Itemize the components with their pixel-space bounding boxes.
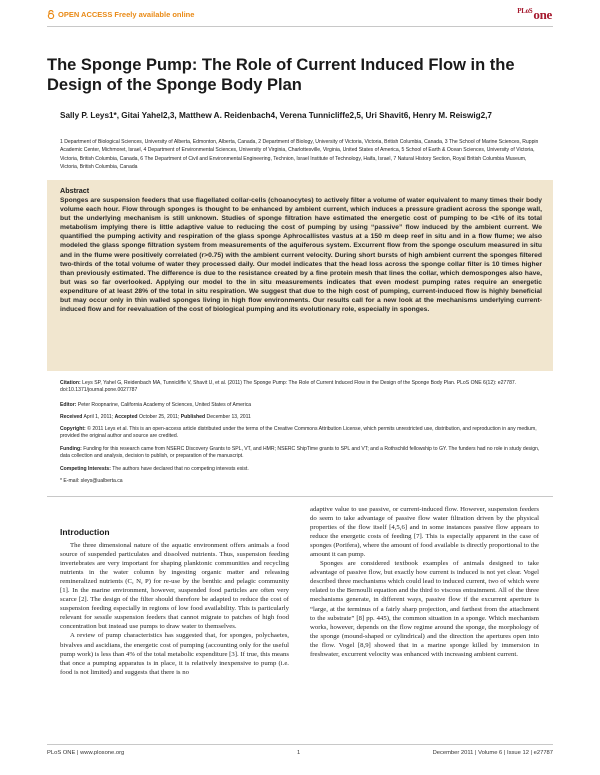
page-number: 1 (297, 750, 301, 756)
footer-rule (47, 744, 553, 745)
header-rule (47, 26, 553, 27)
intro-left-column (60, 541, 289, 677)
editor-line: Editor: Peter Roopnarine, California Academy of Sciences, United States of America (60, 402, 252, 408)
open-access-banner (47, 10, 194, 19)
author-email[interactable]: * E-mail: sleys@ualberta.ca (60, 478, 123, 484)
dates-line: Received April 1, 2011; Accepted October 25, 2011; Published December 13, 2011 (60, 414, 251, 420)
intro-right-column (310, 505, 539, 659)
open-access-text: OPEN ACCESS Freely available online (58, 10, 195, 19)
citation-line: Citation: Leys SP, Yahel G, Reidenbach MA, Tunnicliffe V, Shavit U, et al. (2011) The Sponge Pump: The Role of Current Induced Flow in the Design of the Sponge Body Plan. PLoS ONE 6(12): e27787. doi:10.1371/journal.pone.0027787 (60, 380, 517, 394)
section-heading-introduction: Introduction (60, 527, 110, 537)
logo-main: one (533, 7, 552, 22)
intro-paragraph-1: The three dimensional nature of the aquatic environment offers animals a food source of suspended particulates and dissolved nutrients. Thus, suspension feeding invertebrates are very important for shaping planktonic communities and recycling nutrients in the water column by ingesting organic matter and releasing remineralized nutrients (C, N, P) for re-use by the benthic and pelagic community [1]. In the marine environment, however, suspended food particles are often very scarce [2]. The design of the filter should therefore be adapted to reduce the cost of suspension feeding especially in regions of low food availability. This is particularly relevant for sessile suspension feeders that cannot migrate to patches of high food concentration but instead use pumps to draw water to themselves. (60, 542, 289, 631)
funding-line: Funding: Funding for this research came from NSERC Discovery Grants to SPL, VT, and HMR; NSERC ShipTime grants to SPL and VT; and a Rothschild fellowship to GY. The funders had no role in study design, data collection and analysis, decision to publish, or preparation of the manuscript. (60, 446, 540, 460)
competing-interests-line: Competing Interests: The authors have declared that no competing interests exist. (60, 466, 249, 472)
footer-journal: PLoS ONE | www.plosone.org (47, 750, 125, 756)
affiliations: 1 Department of Biological Sciences, University of Alberta, Edmonton, Alberta, Canada, 2 Department of Biology, University of Victoria, Victoria, British Columbia, Canada, 3 The School of Marine Sciences, Ruppin Academic Center, Michmoret, Israel, 4 Department of Environmental Sciences, University of Virginia, Charlottesville, Virginia, United States of America, 5 School of Earth & Ocean Sciences, University of Victoria, Victoria, British Columbia, Canada, 6 The Department of Civil and Environmental Engineering, Technion, Israel Institute of Technology, Haifa, Israel, 7 Natural History Section, Royal British Columbia Museum, Victoria, British Columbia, Canada (60, 139, 539, 171)
abstract-text: Sponges are suspension feeders that use flagellated collar-cells (choanocytes) to actively filter a volume of water equivalent to many times their body volume each hour. Flow through sponges is thought to be enhanced by ambient current, which induces a pressure gradient across the sponge wall, but the underlying mechanism is still unknown. Studies of sponge filtration have estimated the energetic cost of pumping to be <1% of its total metabolism implying there is little adaptive value to reducing the cost of pumping by using “passive” flow induced by the ambient current. We quantified the pumping activity and respiration of the glass sponge Aphrocallistes vastus at a 150 m deep reef in situ and in a flow flume; we also modeled the glass sponge filtration system from measurements of the aquiferous system. Excurrent flow from the sponge osculum measured in situ and in the flume were positively correlated (r>0.75) with the ambient current velocity. During short bursts of high ambient current the sponges filtered two-thirds of the total volume of water they processed daily. Our model indicates that the head loss across the sponge collar filter is 10 times higher than previously estimated. The difference is due to the resistance created by a fine protein mesh that lines the collar, which demosponges also have, but was so far overlooked. Applying our model to the in situ measurements indicates that even modest pumping rates require an energetic expenditure of at least 28% of the total in situ respiration. We suggest that due to the high cost of pumping, current-induced flow is highly beneficial but may occur only in thin walled sponges living in high flow environments. Our results call for a new look at the mechanisms underlying current-induced flow and for reevaluation of the cost of biological pumping and its evolutionary role, especially in sponges. (60, 197, 542, 314)
copyright-line: Copyright: © 2011 Leys et al. This is an open-access article distributed under the terms of the Creative Commons Attribution License, which permits unrestricted use, distribution, and reproduction in any medium, provided the original author and source are credited. (60, 426, 537, 440)
journal-logo (517, 7, 552, 23)
intro-paragraph-3: adaptive value to use passive, or current-induced flow. However, suspension feeders do seem to take advantage of passive flow water filtration driven by the physical properties of the flow itself [4,5,6] and in some instances passive flow appears to reduce the energetic costs of feeding [7]. This is especially apparent in the case of sponges (Porifera), where the amount of food available is directly proportional to the amount it can pump. (310, 506, 539, 559)
meta-divider (47, 496, 553, 497)
logo-prefix: PLoS (517, 7, 533, 15)
article-title: The Sponge Pump: The Role of Current Induced Flow in the Design of the Sponge Body Plan (47, 56, 515, 94)
author-list: Sally P. Leys1*, Gitai Yahel2,3, Matthew A. Reidenbach4, Verena Tunnicliffe2,5, Uri Shavit6, Henry M. Reiswig2,7 (60, 111, 492, 120)
open-access-lock-icon (47, 10, 55, 19)
intro-paragraph-4: Sponges are considered textbook examples of animals designed to take advantage of passive flow, but exactly how current is induced is not yet clear. Vogel described three mechanisms which could lead to induced current, two of which were related to the Bernoulli equation and the third to viscous entrainment. All of the three mechanisms generate, in different ways, passive flow if the excurrent aperture is “large, at the terminus of a fairly sharp projection, and farthest from the attachment to the substrate” [8] pp. 445), the common situation in a sponge. Which mechanism works, however, depends on the flow regime around the sponge, the morphology of the sponge (mound-shaped or cylindrical) and the direction the apertures open into the flow. Vogel [8,9] showed that in a marine sponge killed by immersion in freshwater, excurrent velocity was enhanced with increasing ambient current. (310, 560, 539, 658)
footer-issue: December 2011 | Volume 6 | Issue 12 | e27787 (432, 750, 553, 756)
intro-paragraph-2: A review of pump characteristics has suggested that, for sponges, polychaetes, bivalves and ascidians, the energetic cost of pumping (accounting only for the useful pump work) is less than 4% of the total metabolic expenditure [3]. If true, this means that once a pumping apparatus is in place, it is relatively inexpensive to pump (i.e. food is not limited) and suggests that there is no (60, 632, 289, 676)
abstract-heading: Abstract (60, 186, 90, 195)
